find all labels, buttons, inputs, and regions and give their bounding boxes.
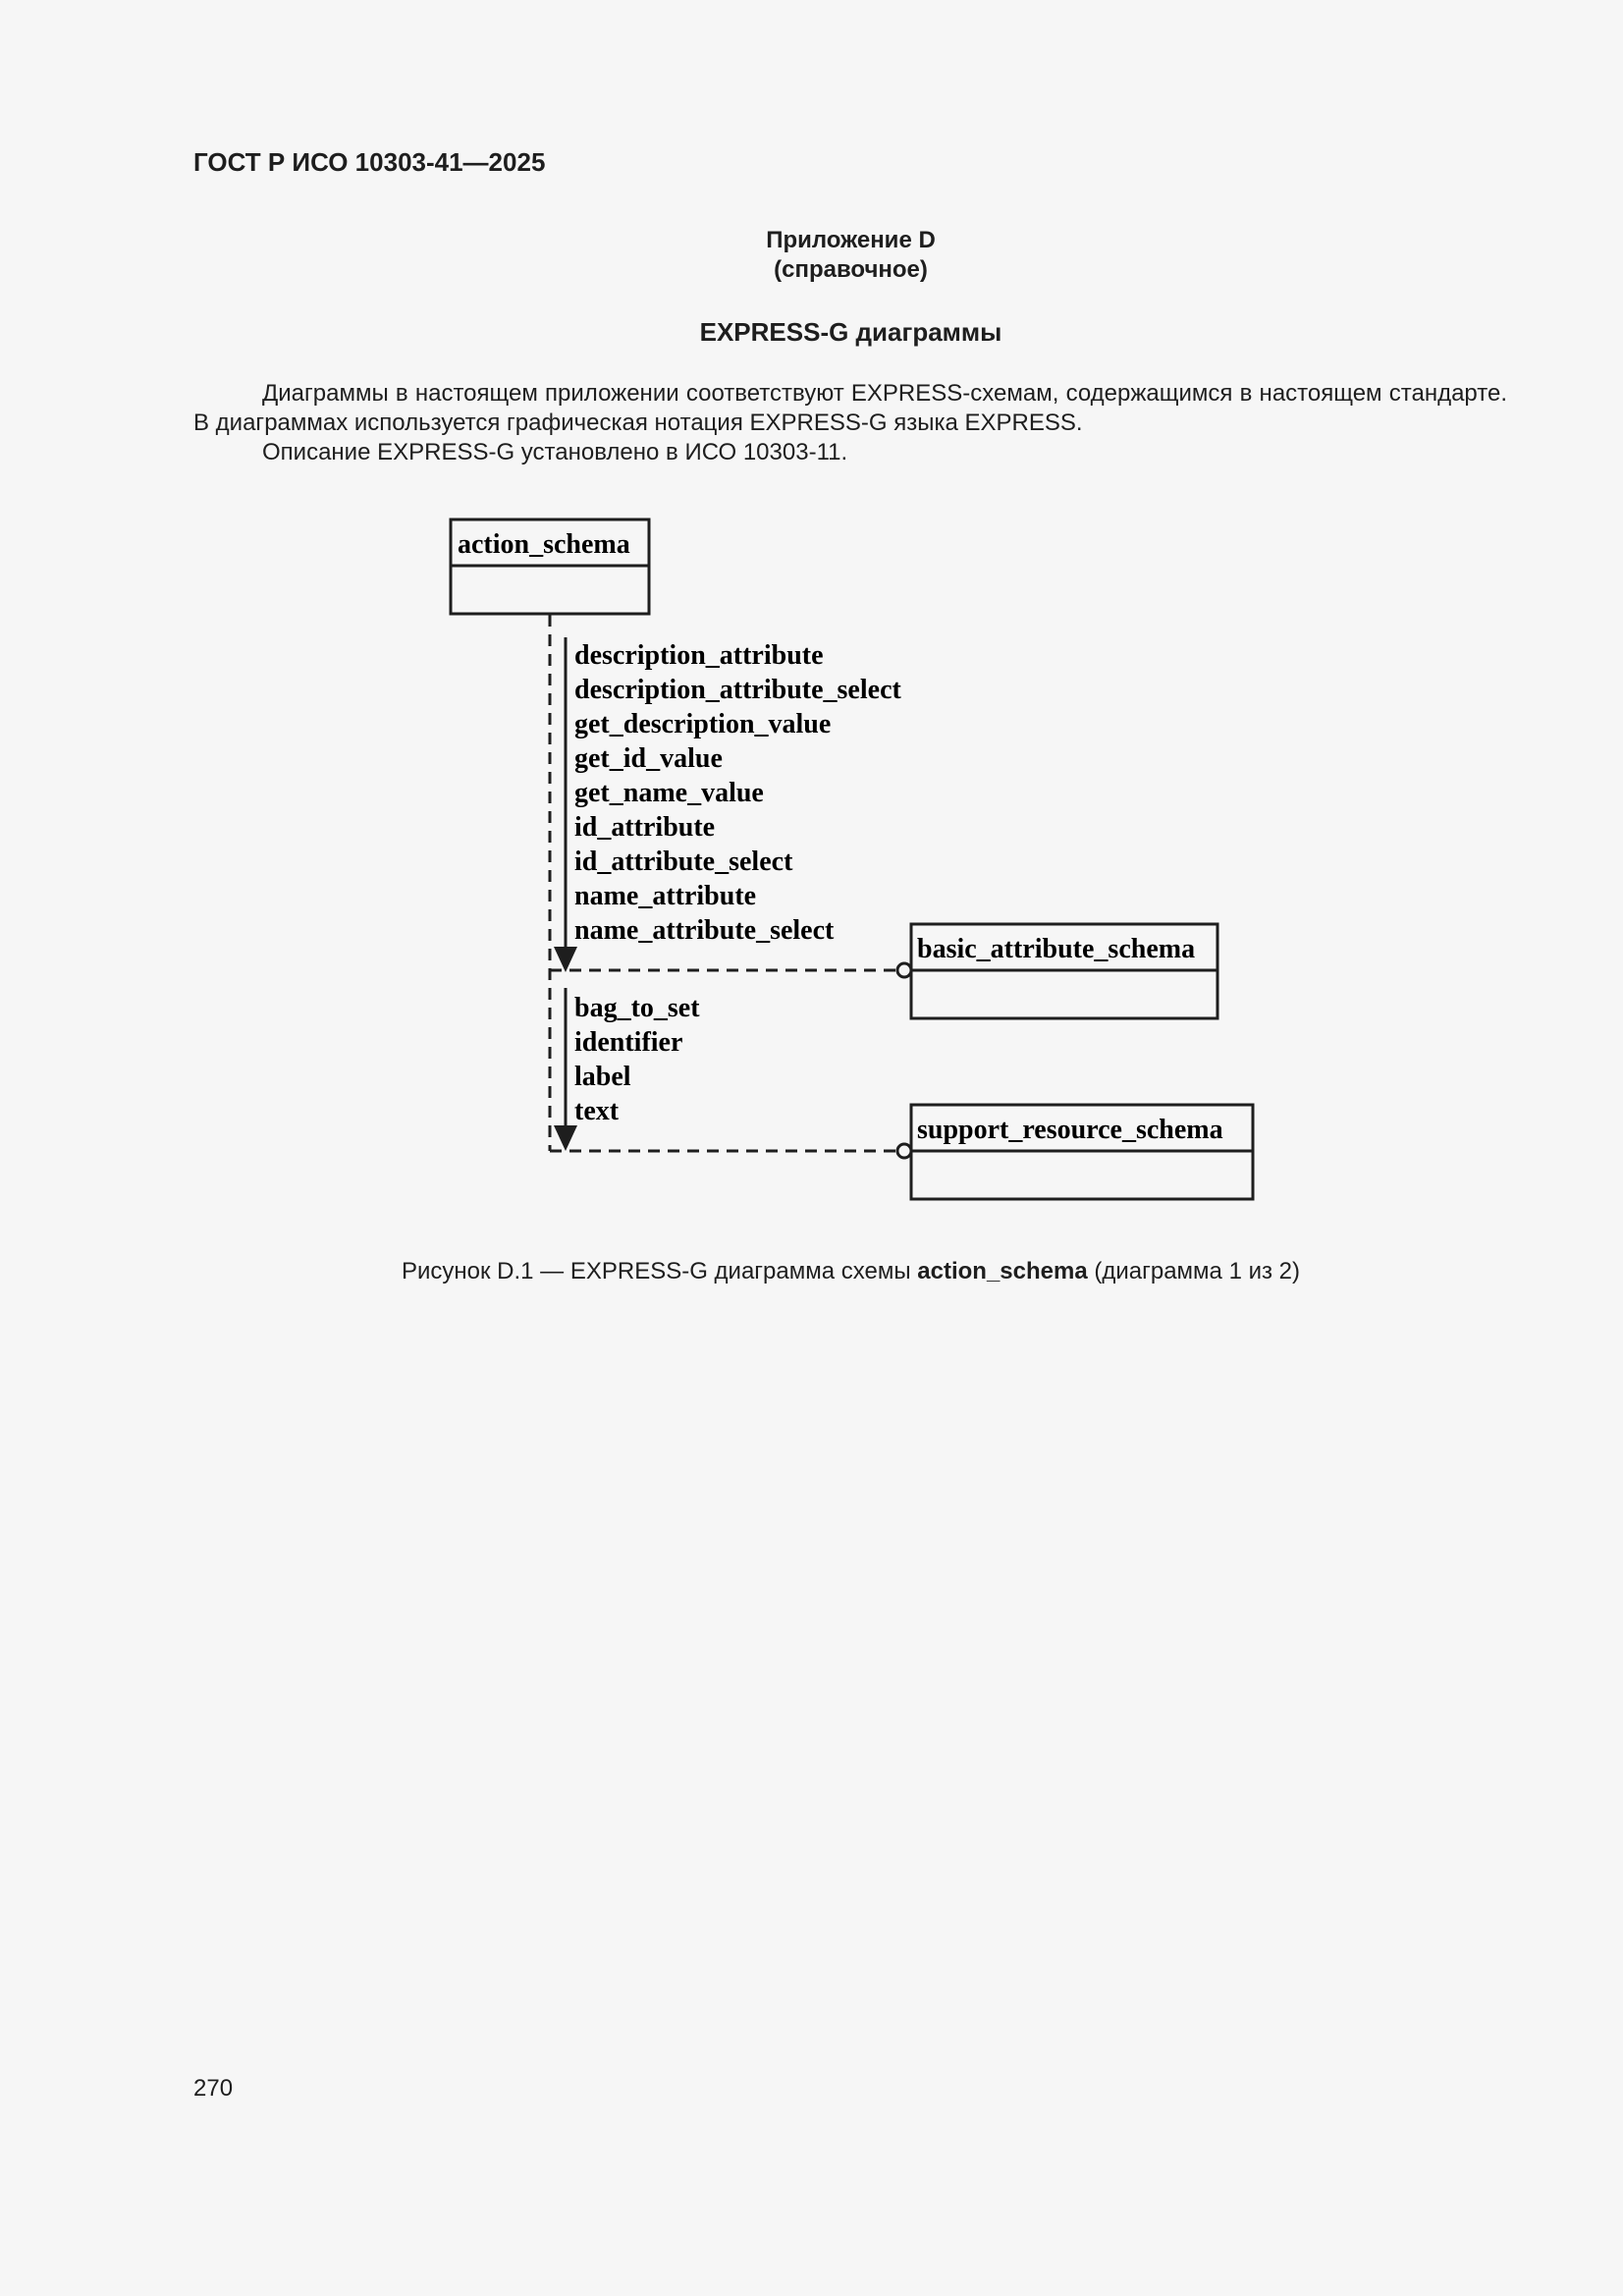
schema-name-action: action_schema (458, 529, 630, 560)
reference-item: name_attribute (574, 881, 757, 911)
figure-caption (0, 1258, 1623, 1285)
reference-item: identifier (574, 1027, 683, 1058)
caption-suffix: (диаграмма 1 из 2) (1087, 1258, 1301, 1285)
schema-name-support-resource: support_resource_schema (917, 1115, 1223, 1145)
reference-item: id_attribute_select (574, 847, 793, 877)
reference-item: name_attribute_select (574, 915, 835, 946)
reference-item: label (574, 1062, 631, 1092)
caption-schema: action_schema (917, 1258, 1088, 1285)
reference-line-support-resource (550, 1144, 911, 1158)
paragraph: Описание EXPRESS-G установлено в ИСО 10303-11. (262, 439, 848, 465)
reference-item: bag_to_set (574, 993, 700, 1023)
page-number: 270 (193, 2075, 234, 2102)
reference-item: get_id_value (574, 743, 723, 774)
annex-kind: (справочное) (774, 256, 928, 283)
annex-title: Приложение D (766, 227, 936, 253)
schema-box-basic-attribute (911, 924, 1217, 1018)
reference-item: get_name_value (574, 778, 764, 808)
reference-item: description_attribute_select (574, 675, 901, 705)
schema-box-support-resource (911, 1105, 1253, 1199)
paragraph: Диаграммы в настоящем приложении соответствуют EXPRESS-схемам, содержащимся в настоящем стандарте. В диаграммах используется графическая нотация EXPRESS-G языка EXPRESS. (193, 380, 1507, 436)
reference-items-basic-attribute (574, 640, 901, 946)
schema-box-action (451, 519, 649, 614)
reference-item: description_attribute (574, 640, 824, 671)
reference-items-support-resource (574, 993, 700, 1126)
reference-item: get_description_value (574, 709, 832, 739)
caption-prefix: Рисунок D.1 — EXPRESS-G диаграмма схемы (401, 1258, 918, 1285)
schema-name-basic-attribute: basic_attribute_schema (917, 934, 1196, 964)
reference-line-basic-attribute (550, 963, 911, 977)
reference-item: id_attribute (574, 812, 716, 843)
reference-item: text (574, 1096, 620, 1126)
section-title: EXPRESS-G диаграммы (699, 317, 1002, 347)
document-header: ГОСТ Р ИСО 10303-41—2025 (193, 147, 546, 177)
